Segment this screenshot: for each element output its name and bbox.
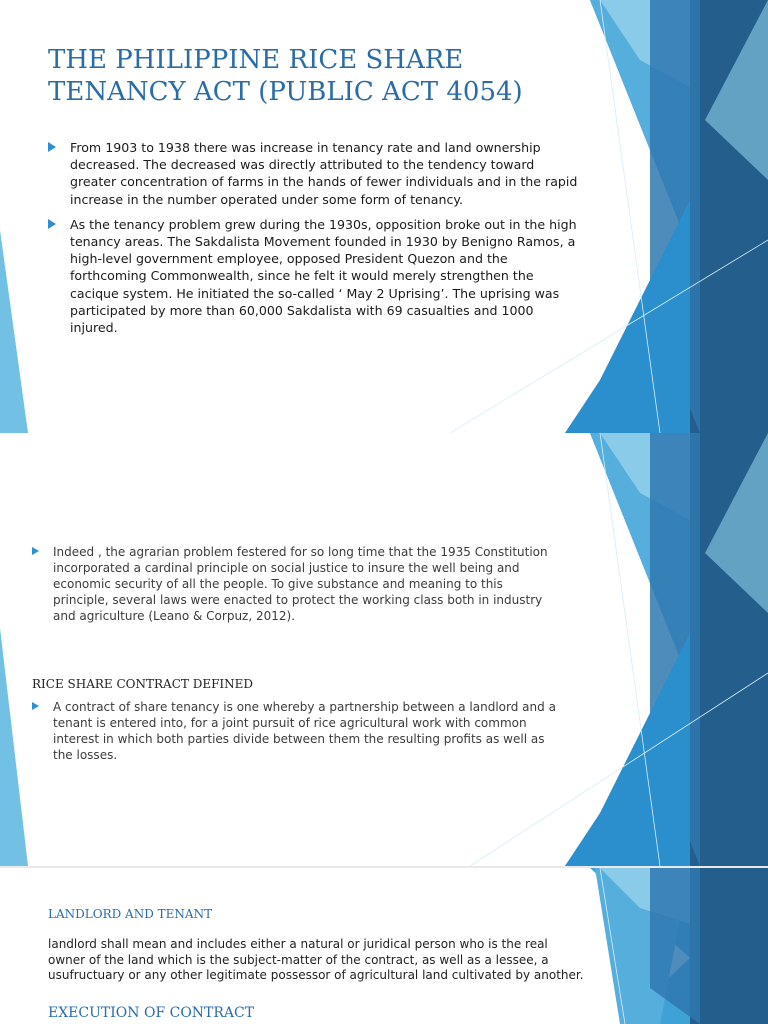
slide-3: [0, 868, 768, 1024]
triangle-bullet-icon: [32, 547, 39, 555]
triangle-bullet-icon: [48, 219, 56, 229]
list-item: [32, 699, 562, 763]
list-item: [48, 139, 582, 208]
triangle-bullet-icon: [48, 142, 56, 152]
section-heading: EXECUTION OF CONTRACT: [48, 1005, 255, 1021]
bullet-text: As the tenancy problem grew during the 1930s, opposition broke out in the high tenancy areas. The Sakdalista Movement founded in 1930 by Benigno Ramos, a high-level government employee, opposed President Quezon and the forthcoming Commonwealth, since he felt it would merely strengthen the cacique system. He initiated the so-called ‘ May 2 Uprising’. The uprising was participated by more than 60,000 Sakdalista with 69 casualties and 1000 injured.: [70, 216, 577, 336]
bullet-list: [32, 544, 552, 624]
slide-title: THE PHILIPPINE RICE SHARE TENANCY ACT (PUBLIC ACT 4054): [48, 45, 523, 107]
bullet-list: [32, 699, 562, 763]
slide-1: [0, 0, 768, 433]
bullet-list: [48, 139, 582, 344]
bullet-text: From 1903 to 1938 there was increase in tenancy rate and land ownership decreased. The decreased was directly attributed to the tendency toward greater concentration of farms in the hands of fewer individuals and in the rapid increase in the number operated under some form of tenancy.: [70, 140, 578, 207]
slide-2-decoration: [0, 433, 768, 866]
slide-2: [0, 433, 768, 866]
section-heading: RICE SHARE CONTRACT DEFINED: [32, 677, 254, 691]
bullet-text: A contract of share tenancy is one whereby a partnership between a landlord and a tenant is entered into, for a joint pursuit of rice agricultural work with common interest in which both parties divide between them the resulting profits as well as the losses.: [53, 700, 556, 762]
list-item: [32, 544, 552, 624]
body-paragraph: landlord shall mean and includes either a natural or juridical person who is the real owner of the land which is the subject-matter of the contract, as well as a lessee, a usufructuary or any other legitimate possessor of agricultural land cultivated by another.: [48, 937, 584, 983]
section-heading: LANDLORD AND TENANT: [48, 907, 213, 921]
bullet-text: Indeed , the agrarian problem festered for so long time that the 1935 Constitution incorporated a cardinal principle on social justice to insure the well being and economic security of all the people. To give substance and meaning to this principle, several laws were enacted to protect the working class both in industry and agriculture (Leano & Corpuz, 2012).: [53, 545, 548, 623]
list-item: [48, 216, 582, 336]
triangle-bullet-icon: [32, 702, 39, 710]
